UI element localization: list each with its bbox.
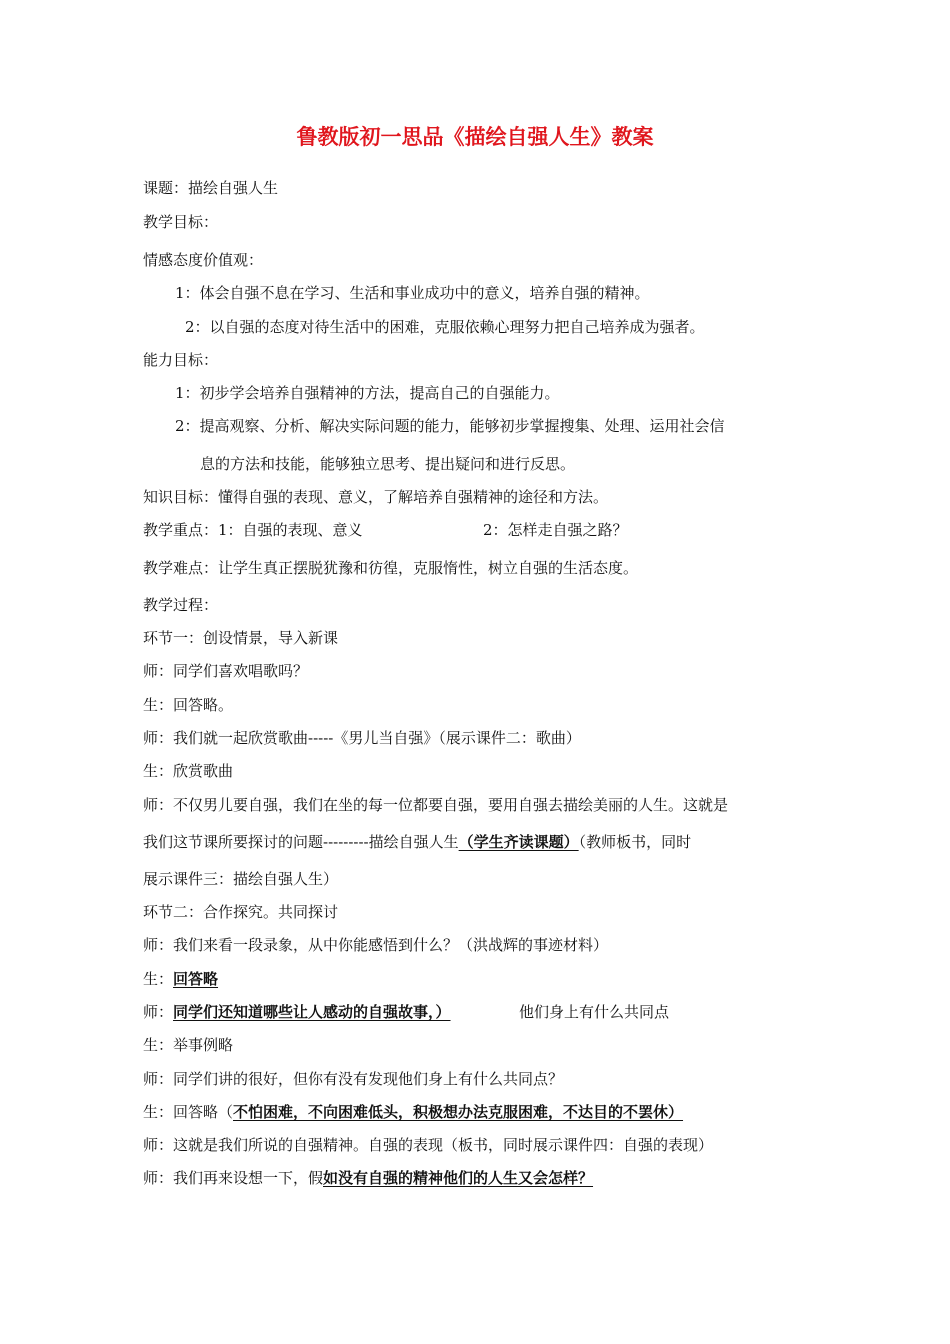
dialogue-emphasis: 回答略 (173, 970, 219, 988)
dialogue-emphasis: 不怕困难，不向困难低头，积极想办法克服困难，不达目的不罢休） (233, 1103, 684, 1121)
dialogue-text: 师： (143, 1003, 174, 1021)
dialogue-line (143, 1101, 683, 1123)
section-2-heading: 环节二：合作探究。共同探讨 (143, 903, 339, 921)
dialogue-line: 师：这就是我们所说的自强精神。自强的表现（板书，同时展示课件四：自强的表现） (143, 1136, 714, 1154)
document-title: 鲁教版初一思品《描绘自强人生》教案 (296, 125, 654, 149)
dialogue-text: 生： (143, 970, 174, 988)
dialogue-text: 生：回答略（ (143, 1103, 234, 1121)
teaching-process-heading: 教学过程： (143, 596, 219, 614)
ability-item-2: 2：提高观察、分析、解决实际问题的能力，能够初步掌握搜集、处理、运用社会信 (175, 417, 725, 435)
dialogue-line: 生：欣赏歌曲 (143, 762, 234, 780)
ability-item-2-continued: 息的方法和技能，能够独立思考、提出疑问和进行反思。 (200, 455, 576, 473)
lesson-topic-line: 课题：描绘自强人生 (143, 179, 279, 197)
dialogue-line: 师：我们来看一段录象，从中你能感悟到什么？（洪战辉的事迹材料） (143, 936, 609, 954)
dialogue-text: 他们身上有什么共同点 (519, 1003, 670, 1021)
dialogue-line: 师：不仅男儿要自强，我们在坐的每一位都要自强，要用自强去描绘美丽的人生。这就是 (143, 796, 729, 814)
dialogue-line (143, 1167, 593, 1189)
dialogue-line (143, 968, 218, 990)
key-point-2: 2：怎样走自强之路？ (483, 521, 628, 539)
dialogue-line (143, 1001, 670, 1023)
dialogue-line (143, 831, 691, 853)
teaching-goals-heading: 教学目标： (143, 213, 219, 231)
section-1-heading: 环节一：创设情景，导入新课 (143, 629, 339, 647)
attitude-item-2: 2：以自强的态度对待生活中的困难，克服依赖心理努力把自己培养成为强者。 (185, 318, 705, 336)
dialogue-line: 生：回答略。 (143, 696, 234, 714)
ability-item-1: 1：初步学会培养自强精神的方法，提高自己的自强能力。 (175, 384, 560, 402)
dialogue-line: 师：同学们讲的很好，但你有没有发现他们身上有什么共同点？ (143, 1070, 564, 1088)
key-points-line (143, 519, 628, 541)
dialogue-emphasis: 如没有自强的精神他们的人生又会怎样？ (323, 1169, 594, 1187)
attitude-item-1: 1：体会自强不息在学习、生活和事业成功中的意义，培养自强的精神。 (175, 284, 650, 302)
dialogue-text: 师：我们再来设想一下，假 (143, 1169, 324, 1187)
dialogue-line: 展示课件三：描绘自强人生） (143, 870, 339, 888)
dialogue-line: 生：举事例略 (143, 1036, 234, 1054)
dialogue-emphasis: 同学们还知道哪些让人感动的自强故事，） (173, 1003, 451, 1021)
dialogue-text: （教师板书，同时 (578, 833, 692, 851)
difficulty-line: 教学难点：让学生真正摆脱犹豫和彷徨，克服惰性，树立自强的生活态度。 (143, 559, 639, 577)
key-point-1: 教学重点：1：自强的表现、意义 (143, 521, 363, 539)
ability-goals-heading: 能力目标： (143, 351, 219, 369)
dialogue-text: 我们这节课所要探讨的问题---------描绘自强人生 (143, 833, 459, 851)
dialogue-line: 师：我们就一起欣赏歌曲-----《男儿当自强》（展示课件二：歌曲） (143, 729, 581, 747)
knowledge-goals-line: 知识目标：懂得自强的表现、意义，了解培养自强精神的途径和方法。 (143, 488, 609, 506)
dialogue-emphasis: （学生齐读课题） (458, 833, 579, 851)
dialogue-line: 师：同学们喜欢唱歌吗？ (143, 662, 309, 680)
attitude-values-heading: 情感态度价值观： (143, 251, 264, 269)
